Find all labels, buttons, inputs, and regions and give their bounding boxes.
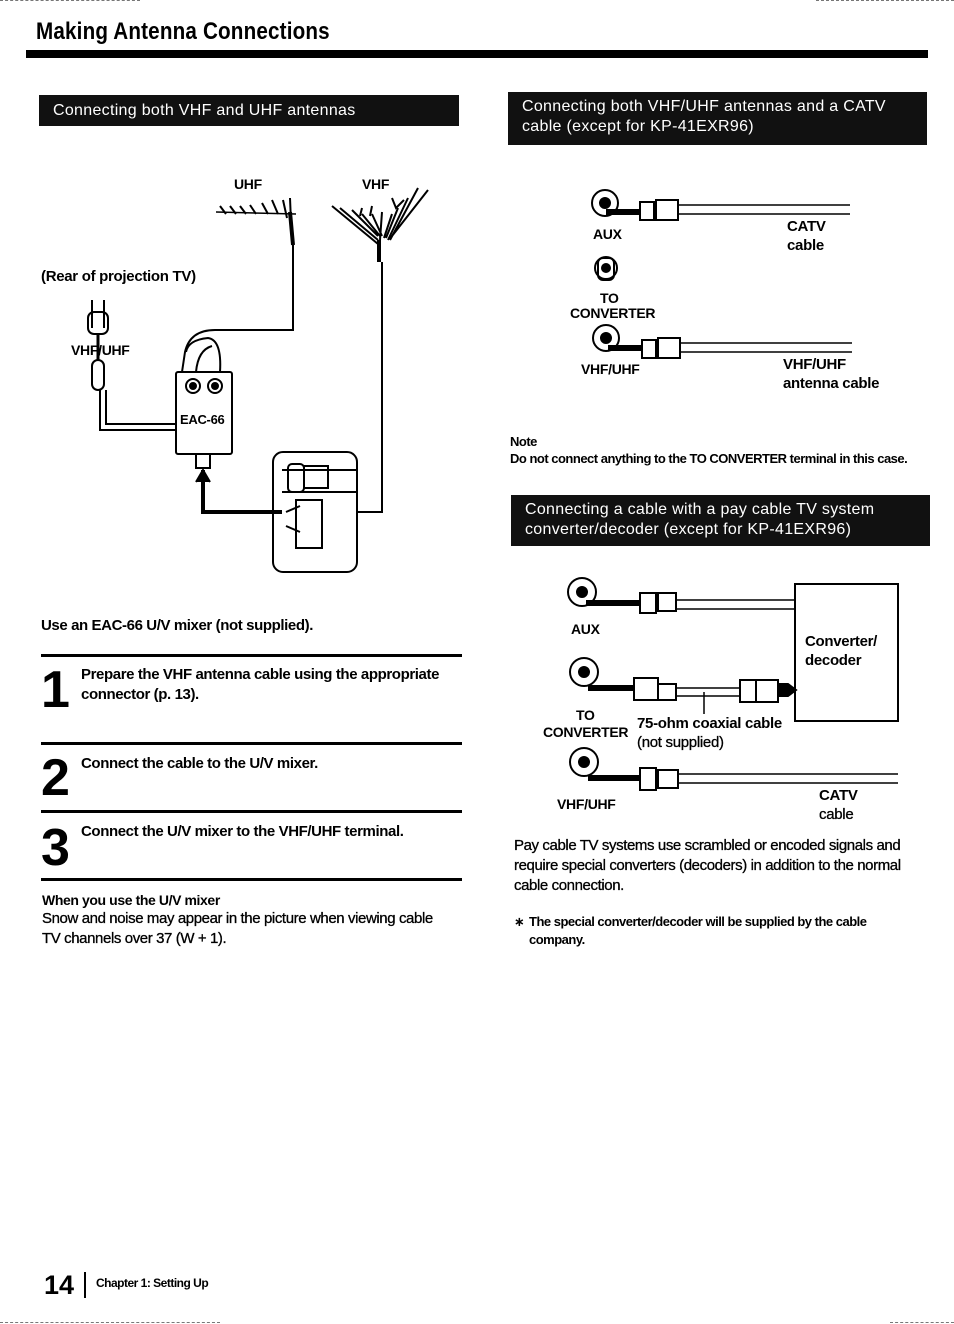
coax-label-line2: (not supplied) <box>637 734 724 751</box>
aux-label-2: AUX <box>571 621 600 637</box>
mixer-note: Use an EAC-66 U/V mixer (not supplied). <box>41 617 313 634</box>
vhfuhf-terminal-label-2: VHF/UHF <box>557 796 616 812</box>
step-2-text: Connect the cable to the U/V mixer. <box>81 755 318 772</box>
step-2-rule <box>41 742 462 745</box>
footnote-bullet: ∗ <box>514 914 525 929</box>
catv-label-line2: cable <box>787 237 824 254</box>
to-label: TO <box>600 290 619 306</box>
tip-title: When you use the U/V mixer <box>42 892 220 908</box>
right-section-header-catv: Connecting both VHF/UHF antennas and a CATV cable (except for KP-41EXR96) <box>508 92 927 145</box>
right-section-header-decoder: Connecting a cable with a pay cable TV system converter/decoder (except for KP-41EXR96) <box>511 495 930 546</box>
note-text: Do not connect anything to the TO CONVERTER terminal in this case. <box>510 451 908 466</box>
uhf-label: UHF <box>234 176 262 192</box>
tip-text: Snow and noise may appear in the picture when viewing cable TV channels over 37 (W + 1). <box>42 910 433 947</box>
vhfuhf-terminal-label: VHF/UHF <box>581 361 640 377</box>
vhf-label: VHF <box>362 176 390 192</box>
page-number: 14 <box>44 1270 75 1300</box>
footnote-text: The special converter/decoder will be supplied by the cable company. <box>529 914 867 947</box>
step-1-rule <box>41 654 462 657</box>
converter-label: CONVERTER <box>570 305 656 321</box>
vhf-uhf-terminal-label: VHF/UHF <box>71 342 130 358</box>
step-2-number: 2 <box>41 749 70 807</box>
footer-divider <box>84 1272 86 1298</box>
step-3-number: 3 <box>41 819 70 877</box>
left-section-header: Connecting both VHF and UHF antennas <box>39 95 459 126</box>
mixer-label: EAC-66 <box>180 412 225 427</box>
to-label-2: TO <box>576 707 595 723</box>
catv-label-line1: CATV <box>787 218 826 235</box>
converter-box-line2: decoder <box>805 652 862 669</box>
page-title: Making Antenna Connections <box>36 18 330 45</box>
chapter-label: Chapter 1: Setting Up <box>96 1276 209 1290</box>
note-title: Note <box>510 434 537 449</box>
step-1-text: Prepare the VHF antenna cable using the appropriate connector (p. 13). <box>81 666 440 703</box>
antenna-cable-line1: VHF/UHF <box>783 356 846 373</box>
catv-label-2-line1: CATV <box>819 787 858 804</box>
catv-label-2-line2: cable <box>819 806 854 823</box>
converter-label-2: CONVERTER <box>543 724 629 740</box>
coax-label-line1: 75-ohm coaxial cable <box>637 715 782 732</box>
step-1-number: 1 <box>41 661 70 719</box>
converter-box-line1: Converter/ <box>805 633 878 650</box>
step-3-rule <box>41 810 462 813</box>
tip-rule <box>41 878 462 881</box>
antenna-cable-line2: antenna cable <box>783 375 880 392</box>
step-3-text: Connect the U/V mixer to the VHF/UHF terminal. <box>81 823 404 840</box>
rear-of-tv-label: (Rear of projection TV) <box>41 268 196 285</box>
pay-cable-text: Pay cable TV systems use scrambled or encoded signals and require special converters (decoders) in addition to the normal cable connection. <box>514 837 901 894</box>
aux-label: AUX <box>593 226 622 242</box>
